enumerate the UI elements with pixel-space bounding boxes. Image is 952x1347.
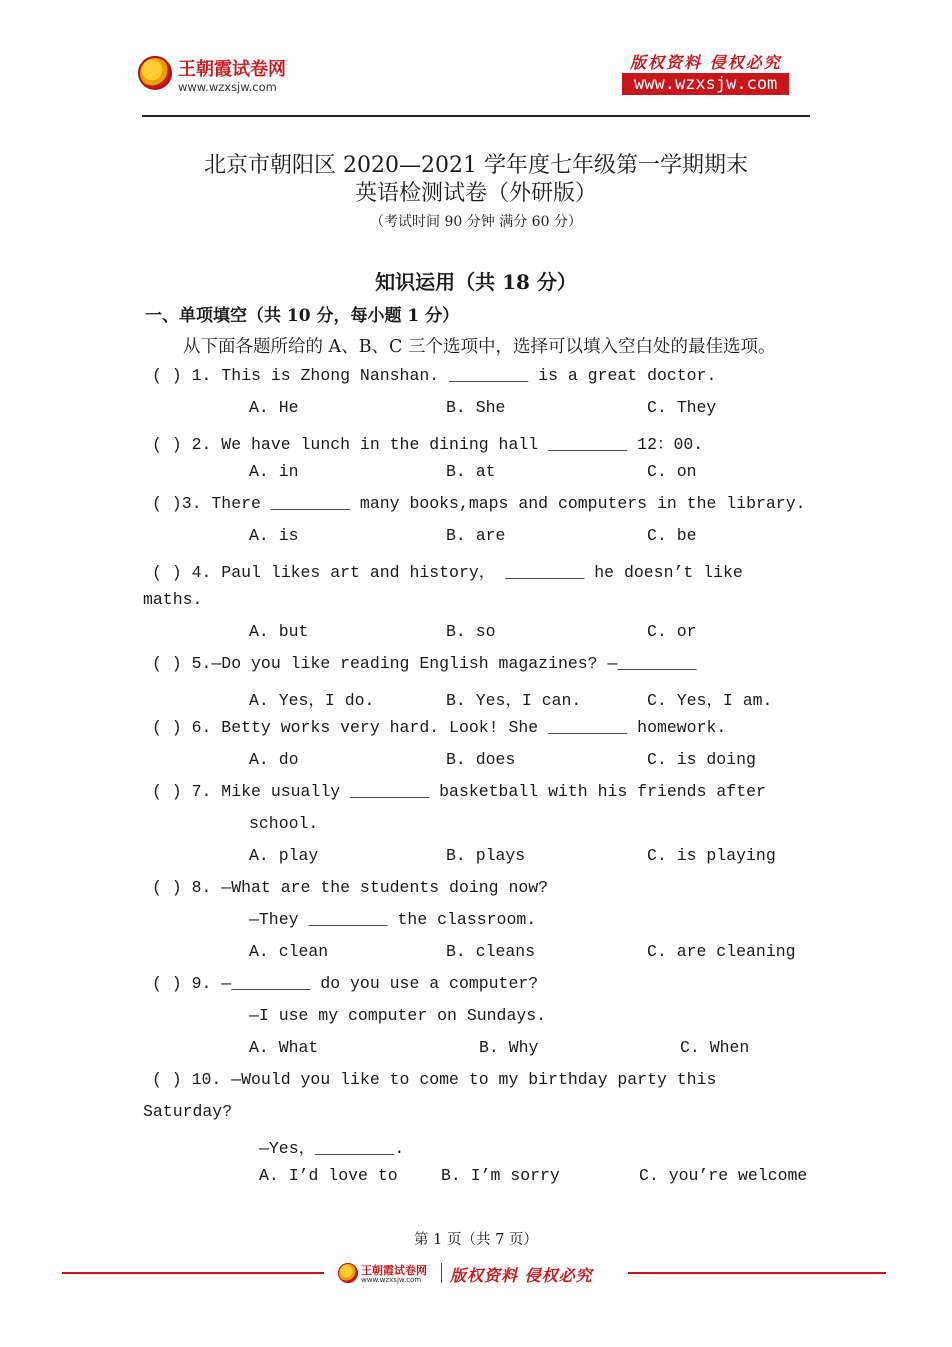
question-10-continued: Saturday? — [143, 1102, 233, 1121]
footer-logo-icon — [338, 1263, 358, 1283]
footer-divider-right — [628, 1272, 886, 1274]
option-b: B. cleans — [446, 942, 536, 961]
option-c: C. is doing — [647, 750, 756, 769]
header-divider — [142, 115, 810, 117]
question-1: ( ) 1. This is Zhong Nanshan. ________ is a great doctor. — [152, 366, 717, 385]
option-c: C. Yes，I am. — [647, 691, 773, 710]
question-6: ( ) 6. Betty works very hard. Look! She ________ homework. — [152, 718, 727, 737]
question-8: ( ) 8. —What are the students doing now? — [152, 878, 549, 897]
option-b: B. I’m sorry — [441, 1166, 560, 1185]
footer-divider-left — [62, 1272, 324, 1274]
part-heading: 知识运用（共 18 分） — [375, 270, 577, 294]
option-b: B. Why — [479, 1038, 539, 1057]
footer-copyright: 版权资料 侵权必究 — [450, 1266, 593, 1285]
option-a: A. but — [249, 622, 309, 641]
option-a: A. play — [249, 846, 319, 865]
footer-brand-url: www.wzxsjw.com — [361, 1276, 422, 1284]
option-c: C. is playing — [647, 846, 776, 865]
question-8-continued: —They ________ the classroom. — [249, 910, 537, 929]
option-c: C. are cleaning — [647, 942, 796, 961]
option-a: A. He — [249, 398, 299, 417]
question-4-continued: maths. — [143, 590, 203, 609]
option-b: B. Yes，I can. — [446, 691, 582, 710]
option-a: A. What — [249, 1038, 319, 1057]
option-b: B. She — [446, 398, 506, 417]
option-c: C. be — [647, 526, 697, 545]
question-9: ( ) 9. —________ do you use a computer? — [152, 974, 539, 993]
option-b: B. does — [446, 750, 516, 769]
copyright-notice: 版权资料 侵权必究 — [630, 53, 782, 72]
page-number: 第 1 页（共 7 页） — [414, 1232, 538, 1248]
question-10: ( ) 10. —Would you like to come to my birthday party this — [152, 1070, 717, 1089]
option-a: A. in — [249, 462, 299, 481]
option-a: A. do — [249, 750, 299, 769]
question-9-continued: —I use my computer on Sundays. — [249, 1006, 547, 1025]
question-3: ( )3. There ________ many books,maps and computers in the library. — [152, 494, 806, 513]
option-b: B. so — [446, 622, 496, 641]
option-a: A. Yes，I do. — [249, 691, 375, 710]
question-5: ( ) 5.—Do you like reading English magazines? —________ — [152, 654, 697, 673]
option-b: B. at — [446, 462, 496, 481]
question-10-answer-line: —Yes，________. — [259, 1139, 405, 1158]
option-a: A. I’d love to — [259, 1166, 398, 1185]
option-c: C. you’re welcome — [639, 1166, 808, 1185]
question-4: ( ) 4. Paul likes art and history， ________ he doesn’t like — [152, 563, 743, 582]
brand-url: www.wzxsjw.com — [178, 80, 277, 94]
option-b: B. are — [446, 526, 506, 545]
question-7: ( ) 7. Mike usually ________ basketball with his friends after — [152, 782, 766, 801]
exam-title-line2: 英语检测试卷（外研版） — [354, 181, 597, 206]
option-c: C. When — [680, 1038, 750, 1057]
option-a: A. is — [249, 526, 299, 545]
brand-name: 王朝霞试卷网 — [178, 59, 286, 80]
instruction: 从下面各题所给的 A、B、C 三个选项中，选择可以填入空白处的最佳选项。 — [183, 337, 776, 357]
option-c: C. on — [647, 462, 697, 481]
question-2: ( ) 2. We have lunch in the dining hall ________ 12：00. — [152, 435, 704, 454]
option-c: C. or — [647, 622, 697, 641]
brand-logo-icon — [138, 56, 172, 90]
option-b: B. plays — [446, 846, 526, 865]
footer-brand-name: 王朝霞试卷网 — [361, 1264, 427, 1277]
section-heading: 一、单项填空（共 10 分，每小题 1 分） — [145, 306, 460, 326]
question-7-continued: school. — [249, 814, 319, 833]
footer-separator — [441, 1263, 442, 1283]
exam-time-note: （考试时间 90 分钟 满分 60 分） — [370, 214, 582, 230]
url-banner[interactable]: www.wzxsjw.com — [622, 73, 789, 95]
exam-title-line1: 北京市朝阳区 2020—2021 学年度七年级第一学期期末 — [204, 153, 748, 178]
option-c: C. They — [647, 398, 717, 417]
option-a: A. clean — [249, 942, 329, 961]
